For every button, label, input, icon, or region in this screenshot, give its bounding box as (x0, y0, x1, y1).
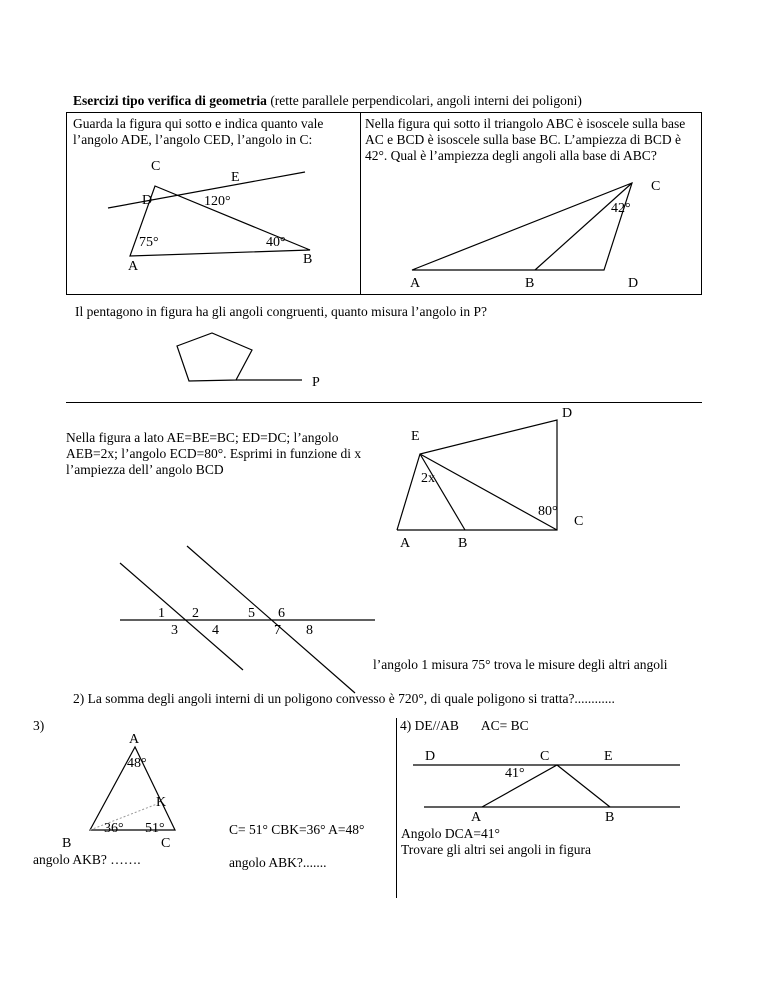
q4-label-c: C (540, 749, 550, 764)
aebc-question: Nella figura a lato AE=BE=BC; ED=DC; l’angolo AEB=2x; l’angolo ECD=80°. Esprimi in funzione di x l’ampiezza dell’ angolo BCD (66, 430, 362, 477)
label-c: C (151, 159, 161, 174)
label-b: B (303, 252, 313, 267)
q3-label-c: C (161, 836, 171, 851)
q4-title-parallel: 4) DE//AB (400, 718, 459, 733)
angle-number-3: 3 (171, 623, 178, 638)
question-2: 2) La somma degli angoli interni di un poligono convesso è 720°, di quale poligono si tratta?............ (73, 691, 615, 706)
angle-number-6: 6 (278, 606, 285, 621)
angle-number-1: 1 (158, 606, 165, 621)
pentagon-question: Il pentagono in figura ha gli angoli congruenti, quanto misura l’angolo in P? (75, 304, 488, 319)
q4-label-e: E (604, 749, 613, 764)
q3-label-angle-48: 48° (127, 756, 147, 771)
label-c-aebc: C (574, 514, 584, 529)
angle-number-8: 8 (306, 623, 313, 638)
page-title-bold: Esercizi tipo verifica di geometria (73, 93, 267, 108)
label-c-right: C (651, 179, 661, 194)
label-angle-120: 120° (204, 194, 231, 209)
q3-label-angle-51: 51° (145, 821, 165, 836)
q3-label-b: B (62, 836, 72, 851)
label-angle-75: 75° (139, 235, 159, 250)
exercise-right-text: Nella figura qui sotto il triangolo ABC è isoscele sulla base AC e BCD è isoscele sulla base BC. L’ampiezza di BCD è 42°. Qual è l’ampiezza degli angoli alla base di ABC? (365, 116, 686, 163)
q3-question-abk: angolo ABK?....... (229, 855, 327, 870)
q4-label-a: A (471, 810, 482, 825)
q3-given-values: C= 51° CBK=36° A=48° (229, 822, 365, 837)
angle-number-7: 7 (274, 623, 281, 638)
q4-label-d: D (425, 749, 436, 764)
q3-label-angle-36: 36° (104, 821, 124, 836)
label-b-right: B (525, 276, 535, 291)
label-angle-80: 80° (538, 504, 558, 519)
exercise-left-text: Guarda la figura qui sotto e indica quanto vale l’angolo ADE, l’angolo CED, l’angolo in C: (73, 116, 324, 147)
page-title-rest: (rette parallele perpendicolari, angoli interni dei poligoni) (266, 93, 582, 108)
label-angle-40: 40° (266, 235, 286, 250)
angle-number-4: 4 (212, 623, 219, 638)
label-a: A (128, 259, 139, 274)
label-d: D (142, 193, 153, 208)
parallels-question: l’angolo 1 misura 75° trova le misure degli altri angoli (373, 657, 668, 672)
q4-title-equal: AC= BC (480, 718, 529, 733)
label-a-right: A (410, 276, 421, 291)
label-b-aebc: B (458, 536, 468, 551)
q4-line-1: Angolo DCA=41° (401, 826, 500, 841)
label-d-aebc: D (562, 406, 573, 421)
label-angle-42: 42° (611, 201, 631, 216)
q4-line-2: Trovare gli altri sei angoli in figura (401, 842, 591, 857)
label-d-right: D (628, 276, 639, 291)
angle-number-5: 5 (248, 606, 255, 621)
q4-label-angle-41: 41° (505, 766, 525, 781)
q3-label-k: K (156, 795, 167, 810)
label-e: E (231, 170, 240, 185)
question-3-number: 3) (33, 718, 45, 733)
label-e-aebc: E (411, 429, 420, 444)
label-2x: 2x (421, 471, 435, 486)
q3-label-a: A (129, 732, 140, 747)
label-p: P (312, 375, 320, 390)
angle-number-2: 2 (192, 606, 199, 621)
q3-question-akb: angolo AKB? ……. (33, 852, 141, 867)
label-a-aebc: A (400, 536, 411, 551)
q4-label-b: B (605, 810, 615, 825)
